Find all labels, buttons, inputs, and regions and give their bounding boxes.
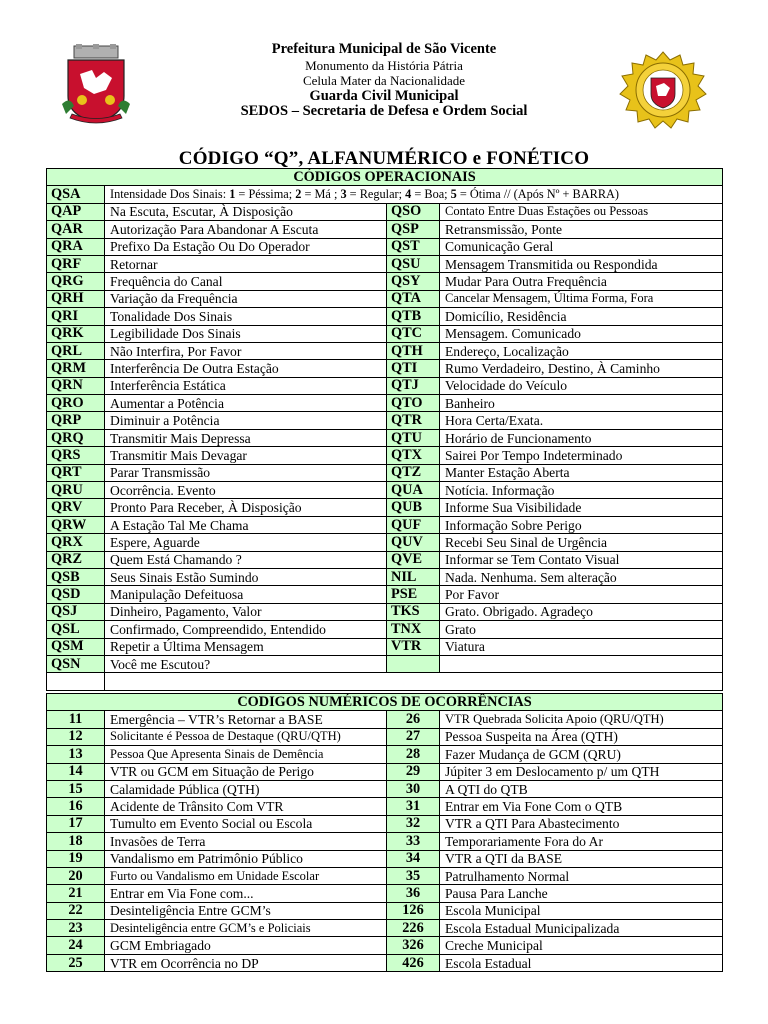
code-cell: QRA (47, 238, 105, 255)
description-cell: Mensagem. Comunicado (440, 325, 723, 342)
code-cell: 14 (47, 763, 105, 780)
header-sedos: SEDOS – Secretaria de Defesa e Ordem Social (240, 103, 528, 119)
description-cell: Entrar em Via Fone com... (105, 885, 387, 902)
code-cell: 15 (47, 780, 105, 797)
code-cell: QTX (387, 447, 440, 464)
table-row (47, 325, 723, 342)
qsa-text: = Regular; (346, 187, 406, 202)
code-cell: QRU (47, 482, 105, 499)
page-title: CÓDIGO “Q”, ALFANUMÉRICO e FONÉTICO (178, 148, 590, 169)
description-cell: Velocidade do Veículo (440, 377, 723, 394)
code-cell: 22 (47, 902, 105, 919)
description-cell: Informação Sobre Perigo (440, 516, 723, 533)
description-cell: VTR em Ocorrência no DP (105, 954, 387, 971)
description-cell: Manter Estação Aberta (440, 464, 723, 481)
table-row (47, 482, 723, 499)
table-row (47, 273, 723, 290)
description-cell: Júpiter 3 em Deslocamento p/ um QTH (440, 763, 723, 780)
table-row (47, 798, 723, 815)
description-cell: Tumulto em Evento Social ou Escola (105, 815, 387, 832)
table-row (47, 937, 723, 954)
code-cell: 11 (47, 711, 105, 728)
code-cell: 23 (47, 920, 105, 937)
description-cell: Grato. Obrigado. Agradeço (440, 603, 723, 620)
description-cell: Retornar (105, 255, 387, 272)
description-cell: Pessoa Que Apresenta Sinais de Demência (105, 746, 387, 763)
table-row (47, 516, 723, 533)
table-row (47, 902, 723, 919)
code-cell: QRK (47, 325, 105, 342)
table-row (47, 815, 723, 832)
description-cell: Recebi Seu Sinal de Urgência (440, 534, 723, 551)
description-cell: Patrulhamento Normal (440, 867, 723, 884)
table-row (47, 534, 723, 551)
table-row (47, 499, 723, 516)
description-cell: A Estação Tal Me Chama (105, 516, 387, 533)
table-row (47, 655, 723, 672)
description-cell: Frequência do Canal (105, 273, 387, 290)
code-cell: QSB (47, 568, 105, 585)
description-cell: Pausa Para Lanche (440, 885, 723, 902)
code-cell: QAP (47, 203, 105, 220)
description-cell: Variação da Frequência (105, 290, 387, 307)
description-cell: Pessoa Suspeita na Área (QTH) (440, 728, 723, 745)
description-cell: Interferência De Outra Estação (105, 360, 387, 377)
code-cell: 19 (47, 850, 105, 867)
code-cell: 35 (387, 867, 440, 884)
table-row (47, 780, 723, 797)
code-cell: QAR (47, 221, 105, 238)
code-cell: QRL (47, 342, 105, 359)
description-cell: Temporariamente Fora do Ar (440, 833, 723, 850)
description-cell: Fazer Mudança de GCM (QRU) (440, 746, 723, 763)
code-cell: 16 (47, 798, 105, 815)
description-cell: Notícia. Informação (440, 482, 723, 499)
code-cell: QSJ (47, 603, 105, 620)
code-cell: 226 (387, 920, 440, 937)
code-cell: QRX (47, 534, 105, 551)
description-cell: Ocorrência. Evento (105, 482, 387, 499)
description-cell: Invasões de Terra (105, 833, 387, 850)
qsa-level: 4 (405, 187, 412, 202)
description-cell: Dinheiro, Pagamento, Valor (105, 603, 387, 620)
code-cell: 32 (387, 815, 440, 832)
description-cell: Retransmissão, Ponte (440, 221, 723, 238)
description-cell: Domicílio, Residência (440, 308, 723, 325)
code-cell: QRI (47, 308, 105, 325)
code-cell: QRO (47, 395, 105, 412)
description-cell: Rumo Verdadeiro, Destino, À Caminho (440, 360, 723, 377)
description-cell: Prefixo Da Estação Ou Do Operador (105, 238, 387, 255)
code-cell: 24 (47, 937, 105, 954)
code-cell: QTR (387, 412, 440, 429)
description-cell: Mensagem Transmitida ou Respondida (440, 255, 723, 272)
code-cell: QRP (47, 412, 105, 429)
code-cell: QRG (47, 273, 105, 290)
code-cell: 426 (387, 954, 440, 971)
section-heading-row (47, 694, 723, 711)
description-cell: Viatura (440, 638, 723, 655)
table-row (47, 290, 723, 307)
code-cell: QTB (387, 308, 440, 325)
code-cell: QRS (47, 447, 105, 464)
description-cell: Seus Sinais Estão Sumindo (105, 568, 387, 585)
description-cell: VTR ou GCM em Situação de Perigo (105, 763, 387, 780)
code-cell: QRH (47, 290, 105, 307)
table-row (47, 763, 723, 780)
code-cell: QSM (47, 638, 105, 655)
table-row (47, 954, 723, 971)
description-cell: Nada. Nenhuma. Sem alteração (440, 568, 723, 585)
code-cell: QTJ (387, 377, 440, 394)
code-cell: 20 (47, 867, 105, 884)
table-row (47, 429, 723, 446)
description-cell: Emergência – VTR’s Retornar a BASE (105, 711, 387, 728)
description-cell: Legibilidade Dos Sinais (105, 325, 387, 342)
table-row (47, 586, 723, 603)
description-cell: Por Favor (440, 586, 723, 603)
description-cell: Calamidade Pública (QTH) (105, 780, 387, 797)
description-cell: Endereço, Localização (440, 342, 723, 359)
description-cell: GCM Embriagado (105, 937, 387, 954)
code-cell: 12 (47, 728, 105, 745)
code-cell: VTR (387, 638, 440, 655)
description-cell: Espere, Aguarde (105, 534, 387, 551)
code-cell: QSA (47, 186, 105, 203)
code-cell: 17 (47, 815, 105, 832)
table-row (47, 867, 723, 884)
code-cell: TKS (387, 603, 440, 620)
code-cell: QUF (387, 516, 440, 533)
description-cell: Cancelar Mensagem, Última Forma, Fora (440, 290, 723, 307)
table-row (47, 621, 723, 638)
blank-row (47, 673, 723, 690)
section-heading: CODIGOS NUMÉRICOS DE OCORRÊNCIAS (47, 694, 723, 711)
description-cell: Solicitante é Pessoa de Destaque (QRU/QTH) (105, 728, 387, 745)
operational-codes-table (46, 168, 723, 691)
code-cell: QRZ (47, 551, 105, 568)
qsa-text: = Péssima; (235, 187, 296, 202)
code-cell: 30 (387, 780, 440, 797)
description-cell: Transmitir Mais Depressa (105, 429, 387, 446)
code-cell: QSO (387, 203, 440, 220)
description-cell: Tonalidade Dos Sinais (105, 308, 387, 325)
description-cell: Manipulação Defeituosa (105, 586, 387, 603)
description-cell: Sairei Por Tempo Indeterminado (440, 447, 723, 464)
table-row (47, 728, 723, 745)
table-row (47, 360, 723, 377)
code-cell: 33 (387, 833, 440, 850)
code-cell: QRF (47, 255, 105, 272)
section-heading: CÓDIGOS OPERACIONAIS (47, 169, 723, 186)
table-row (47, 238, 723, 255)
qsa-text: = Ótima // (Após Nº + BARRA) (456, 187, 619, 202)
description-cell: Escola Estadual (440, 954, 723, 971)
code-cell: QTU (387, 429, 440, 446)
code-cell: QSL (47, 621, 105, 638)
header-monumento: Monumento da História Pátria (305, 57, 463, 73)
description-cell: Confirmado, Compreendido, Entendido (105, 621, 387, 638)
section-heading-row (47, 169, 723, 186)
table-row (47, 221, 723, 238)
table-row (47, 638, 723, 655)
description-cell: Você me Escutou? (105, 655, 387, 672)
description-cell: Vandalismo em Patrimônio Público (105, 850, 387, 867)
description-cell: Mudar Para Outra Frequência (440, 273, 723, 290)
table-row (47, 568, 723, 585)
description-cell: VTR Quebrada Solicita Apoio (QRU/QTH) (440, 711, 723, 728)
description-cell: Hora Certa/Exata. (440, 412, 723, 429)
code-cell: QSY (387, 273, 440, 290)
code-cell: 26 (387, 711, 440, 728)
code-cell (387, 655, 440, 672)
table-row (47, 255, 723, 272)
code-cell: QTI (387, 360, 440, 377)
description-cell: Informe Sua Visibilidade (440, 499, 723, 516)
qsa-description (105, 186, 723, 203)
table-row (47, 850, 723, 867)
code-cell: TNX (387, 621, 440, 638)
code-cell: QTA (387, 290, 440, 307)
code-cell: NIL (387, 568, 440, 585)
description-cell: Furto ou Vandalismo em Unidade Escolar (105, 867, 387, 884)
code-cell: 126 (387, 902, 440, 919)
code-cell: QTH (387, 342, 440, 359)
code-cell: QSN (47, 655, 105, 672)
code-cell: QTC (387, 325, 440, 342)
code-cell: 326 (387, 937, 440, 954)
description-cell: Comunicação Geral (440, 238, 723, 255)
description-cell: Interferência Estática (105, 377, 387, 394)
qsa-level: 2 (295, 187, 302, 202)
code-cell: 28 (387, 746, 440, 763)
table-row (47, 711, 723, 728)
description-cell (440, 655, 723, 672)
table-row (47, 412, 723, 429)
code-cell: QST (387, 238, 440, 255)
table-row (47, 395, 723, 412)
table-row (47, 342, 723, 359)
code-cell: 21 (47, 885, 105, 902)
table-row (47, 603, 723, 620)
code-cell: QUV (387, 534, 440, 551)
description-cell: VTR a QTI Para Abastecimento (440, 815, 723, 832)
code-cell: 27 (387, 728, 440, 745)
description-cell: Repetir a Última Mensagem (105, 638, 387, 655)
table-row (47, 203, 723, 220)
code-cell: PSE (387, 586, 440, 603)
description-cell: Não Interfira, Por Favor (105, 342, 387, 359)
table-row (47, 746, 723, 763)
code-cell: QRT (47, 464, 105, 481)
table-row (47, 885, 723, 902)
table-row (47, 920, 723, 937)
header-prefeitura: Prefeitura Municipal de São Vicente (271, 41, 497, 57)
qsa-text: = Má ; (301, 187, 341, 202)
code-cell: 29 (387, 763, 440, 780)
table-row (47, 447, 723, 464)
description-cell: Escola Municipal (440, 902, 723, 919)
qsa-text: Intensidade Dos Sinais: (110, 187, 230, 202)
table-row (47, 464, 723, 481)
description-cell: Horário de Funcionamento (440, 429, 723, 446)
description-cell: A QTI do QTB (440, 780, 723, 797)
description-cell: Banheiro (440, 395, 723, 412)
description-cell: Creche Municipal (440, 937, 723, 954)
code-cell: QSP (387, 221, 440, 238)
code-cell: 25 (47, 954, 105, 971)
numeric-codes-table (46, 693, 723, 972)
code-cell: QTZ (387, 464, 440, 481)
description-cell: Acidente de Trânsito Com VTR (105, 798, 387, 815)
description-cell: Desinteligência entre GCM’s e Policiais (105, 920, 387, 937)
qsa-level: 5 (450, 187, 457, 202)
description-cell: Informar se Tem Contato Visual (440, 551, 723, 568)
code-cell: 36 (387, 885, 440, 902)
table-row (47, 308, 723, 325)
description-cell: Na Escuta, Escutar, À Disposição (105, 203, 387, 220)
code-cell: QRM (47, 360, 105, 377)
blank-cell (47, 673, 105, 690)
code-cell: QUB (387, 499, 440, 516)
qsa-text: = Boa; (411, 187, 451, 202)
description-cell: Escola Estadual Municipalizada (440, 920, 723, 937)
description-cell: VTR a QTI da BASE (440, 850, 723, 867)
code-cell: 31 (387, 798, 440, 815)
table-row (47, 833, 723, 850)
code-cell: QVE (387, 551, 440, 568)
code-cell: QRQ (47, 429, 105, 446)
qsa-level: 1 (229, 187, 236, 202)
page-header (0, 42, 768, 120)
code-cell: QSU (387, 255, 440, 272)
description-cell: Transmitir Mais Devagar (105, 447, 387, 464)
code-cell: QRV (47, 499, 105, 516)
description-cell: Parar Transmissão (105, 464, 387, 481)
description-cell: Grato (440, 621, 723, 638)
table-row (47, 186, 723, 203)
description-cell: Contato Entre Duas Estações ou Pessoas (440, 203, 723, 220)
code-cell: QUA (387, 482, 440, 499)
code-cell: QSD (47, 586, 105, 603)
description-cell: Diminuir a Potência (105, 412, 387, 429)
code-cell: 18 (47, 833, 105, 850)
description-cell: Entrar em Via Fone Com o QTB (440, 798, 723, 815)
description-cell: Autorização Para Abandonar A Escuta (105, 221, 387, 238)
code-cell: 13 (47, 746, 105, 763)
description-cell: Quem Está Chamando ? (105, 551, 387, 568)
table-row (47, 551, 723, 568)
header-guarda: Guarda Civil Municipal (309, 87, 459, 104)
code-cell: QRW (47, 516, 105, 533)
blank-cell (105, 673, 723, 690)
table-row (47, 377, 723, 394)
description-cell: Desinteligência Entre GCM’s (105, 902, 387, 919)
header-celula: Celula Mater da Nacionalidade (302, 73, 466, 88)
code-cell: QRN (47, 377, 105, 394)
code-cell: QTO (387, 395, 440, 412)
code-cell: 34 (387, 850, 440, 867)
qsa-level: 3 (340, 187, 347, 202)
description-cell: Pronto Para Receber, À Disposição (105, 499, 387, 516)
description-cell: Aumentar a Potência (105, 395, 387, 412)
